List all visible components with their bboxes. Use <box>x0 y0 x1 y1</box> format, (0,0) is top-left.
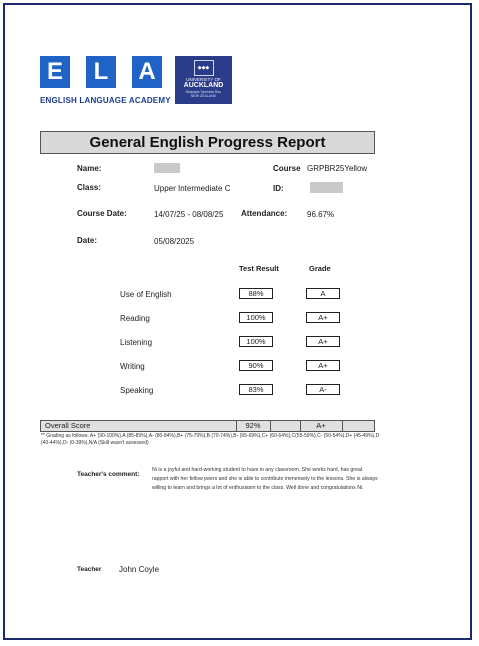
attendance-label: Attendance: <box>241 209 288 218</box>
date-label: Date: <box>77 236 98 245</box>
test-result-cell: 100% <box>239 312 273 323</box>
grade-cell: A <box>306 288 340 299</box>
university-line4: NEW ZEALAND <box>190 94 217 98</box>
subject-label: Reading <box>120 314 150 323</box>
overall-grade: A+ <box>316 421 326 430</box>
course-value: GRPBR25Yellow <box>307 164 368 173</box>
course-label: Course <box>273 164 301 173</box>
teacher-name: John Coyle <box>119 565 160 574</box>
class-label: Class: <box>77 183 102 192</box>
test-result-cell: 83% <box>239 384 273 395</box>
grade-cell: A- <box>306 384 340 395</box>
university-logo <box>175 56 232 104</box>
id-redacted <box>310 182 343 193</box>
teacher-comment-label: Teacher's comment: <box>77 471 140 478</box>
name-redacted <box>154 163 180 173</box>
test-result-cell: 88% <box>239 288 273 299</box>
course-date-value: 14/07/25 - 08/08/25 <box>154 210 224 219</box>
date-value: 05/08/2025 <box>154 237 195 246</box>
overall-divider <box>342 420 343 432</box>
university-crest-icon: ◆◆◆ <box>194 60 214 76</box>
teacher-comment-text: Ni is a joyful and hard-working student to have in any classroom. She works hard, has great rapport with her fellow peers and she is able to contribute immensely to the lessons. She is always willing to learn and brings a lot of enthusiasm to the class. Well done and congratulations Ni. <box>152 467 378 491</box>
id-label: ID: <box>273 184 284 193</box>
subject-label: Speaking <box>120 386 154 395</box>
course-date-label: Course Date: <box>77 209 127 218</box>
report-title: General English Progress Report <box>40 131 375 154</box>
ela-logo-letter-a: A <box>132 56 162 88</box>
grade-cell: A+ <box>306 360 340 371</box>
test-result-cell: 90% <box>239 360 273 371</box>
subject-label: Writing <box>120 362 145 371</box>
subject-label: Listening <box>120 338 153 347</box>
attendance-value: 96.67% <box>307 210 335 219</box>
overall-score-label: Overall Score <box>45 421 91 430</box>
test-result-cell: 100% <box>239 336 273 347</box>
class-value: Upper Intermediate C <box>154 184 231 193</box>
test-result-header: Test Result <box>239 264 279 273</box>
ela-logo-letter-e: E <box>40 56 70 88</box>
ela-logo-subtitle: ENGLISH LANGUAGE ACADEMY <box>40 96 171 105</box>
grade-cell: A+ <box>306 336 340 347</box>
overall-result: 92% <box>245 421 261 430</box>
grade-cell: A+ <box>306 312 340 323</box>
grading-note: ** Grading as follows: A+ (90-100%),A (85-89%),A- (80-84%),B+ (75-79%),B (70-74%),B- (65-69%),C+ (60-64%),C(55-59%),C- (50-54%),D+ (45-49%),D (40-44%),D- (0-39%),N/A (Skill wasn't assessed) <box>41 433 380 446</box>
grade-header: Grade <box>309 264 331 273</box>
overall-divider <box>270 420 271 432</box>
teacher-label: Teacher <box>77 566 102 573</box>
university-line2: AUCKLAND <box>183 82 224 89</box>
university-line1: UNIVERSITY OF <box>186 77 221 82</box>
subject-label: Use of English <box>120 290 172 299</box>
ela-logo-letter-l: L <box>86 56 116 88</box>
university-line3: Waipapa Taumata Rau <box>185 90 222 94</box>
name-label: Name: <box>77 164 102 173</box>
